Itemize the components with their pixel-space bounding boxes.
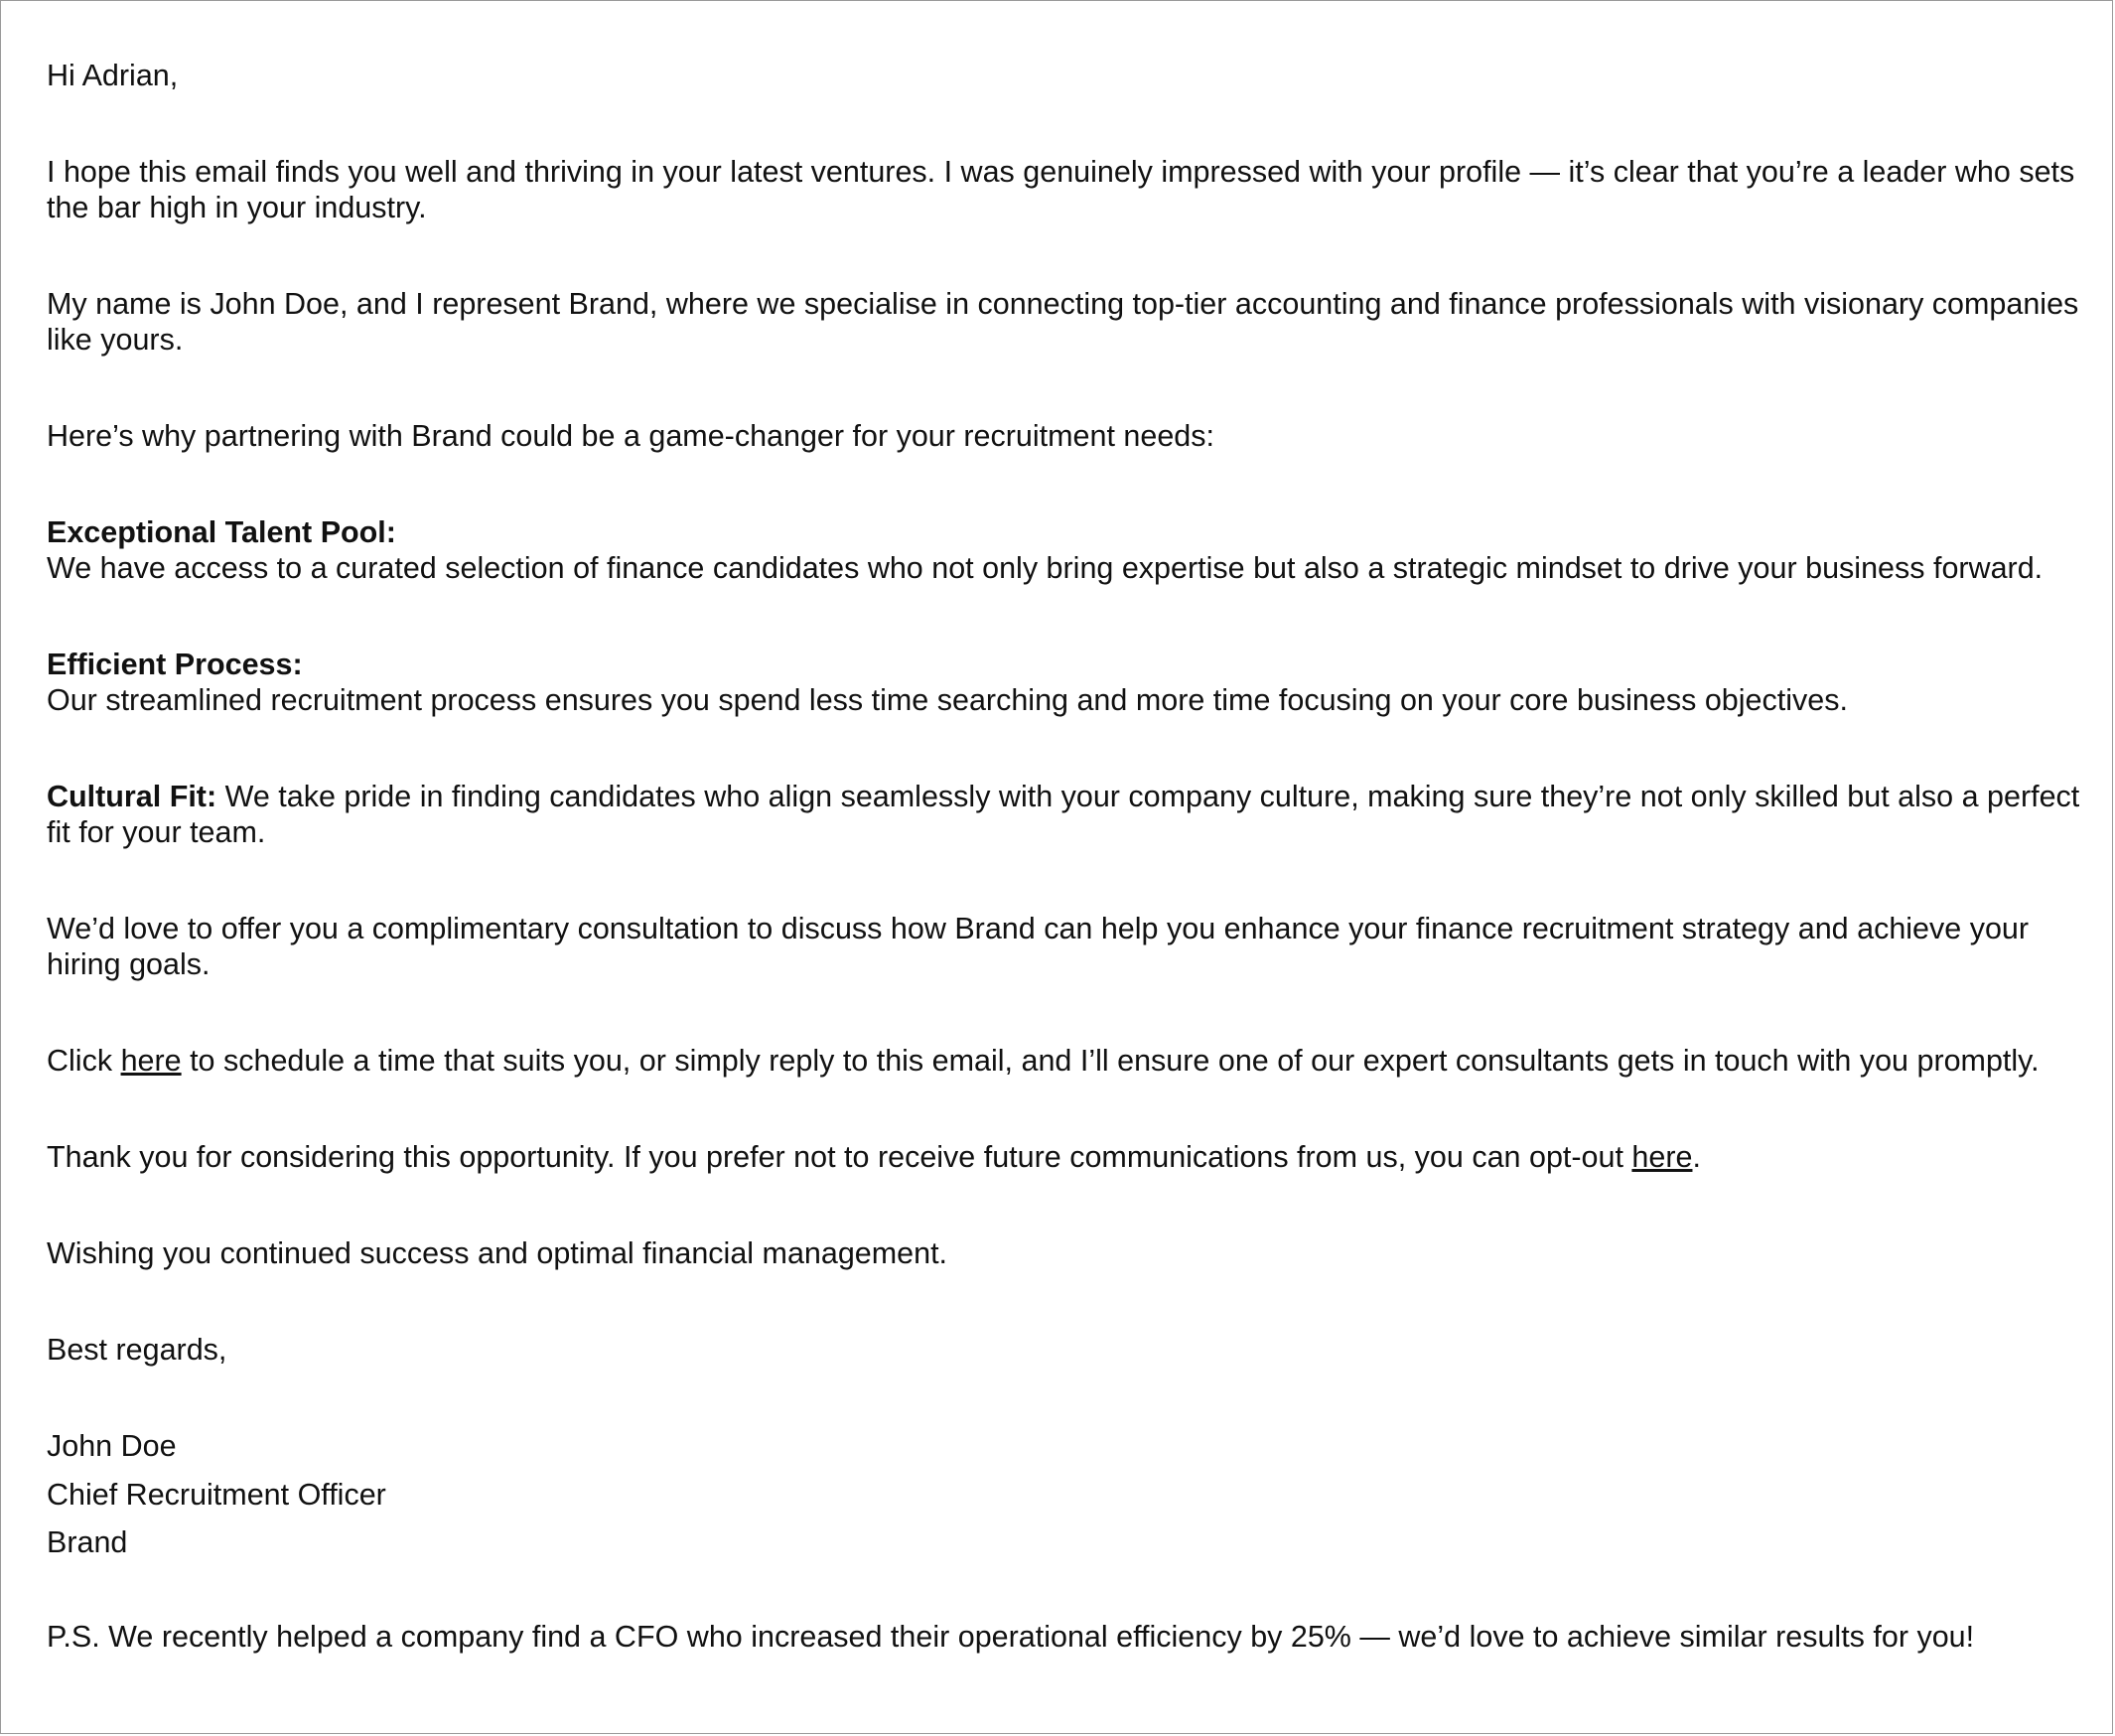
optout-text-after: . — [1692, 1140, 1701, 1174]
benefit-text: We take pride in finding candidates who align seamlessly with your company culture, making sure they’re not only skilled but also a perfect fit for your team. — [47, 780, 2080, 849]
greeting: Hi Adrian, — [47, 59, 179, 92]
signature-name: John Doe — [47, 1429, 177, 1463]
about-paragraph: My name is John Doe, and I represent Brand, where we specialise in connecting top-tier accounting and finance professionals with visionary companies like yours. — [47, 287, 2079, 357]
benefit-heading: Efficient Process: — [47, 648, 303, 681]
schedule-link[interactable]: here — [120, 1044, 182, 1078]
benefit-talent-pool — [47, 514, 2092, 586]
benefit-efficient-process — [47, 647, 2092, 718]
optout-paragraph — [47, 1139, 2092, 1175]
offer-paragraph: We’d love to offer you a complimentary consultation to discuss how Brand can help you enhance your finance recruitment strategy and achieve your hiring goals. — [47, 912, 2030, 981]
closing: Best regards, — [47, 1333, 227, 1367]
benefit-heading: Cultural Fit: — [47, 780, 217, 813]
optout-text-before: Thank you for considering this opportunity. If you prefer not to receive future communications from us, you can opt-out — [47, 1140, 1632, 1174]
benefit-heading: Exceptional Talent Pool: — [47, 515, 396, 549]
email-body — [47, 58, 2092, 1715]
benefit-text: We have access to a curated selection of finance candidates who not only bring expertise but also a strategic mindset to drive your business forward. — [47, 551, 2044, 585]
benefit-text: Our streamlined recruitment process ensures you spend less time searching and more time focusing on your core business objectives. — [47, 683, 1848, 717]
cta-text-after: to schedule a time that suits you, or simply reply to this email, and I’ll ensure one of our expert consultants gets in touch with you promptly. — [181, 1044, 2040, 1078]
cta-text-before: Click — [47, 1044, 121, 1078]
signature-company: Brand — [47, 1525, 128, 1559]
cta-paragraph — [47, 1043, 2092, 1079]
postscript: P.S. We recently helped a company find a CFO who increased their operational efficiency by 25% — we’d love to achieve similar results for you! — [47, 1619, 1975, 1654]
why-paragraph: Here’s why partnering with Brand could be a game-changer for your recruitment needs: — [47, 419, 1214, 453]
signature-title: Chief Recruitment Officer — [47, 1477, 386, 1512]
benefit-cultural-fit — [47, 779, 2092, 850]
optout-link[interactable]: here — [1631, 1140, 1693, 1174]
signature-block — [47, 1422, 2092, 1567]
wish-paragraph: Wishing you continued success and optimal financial management. — [47, 1236, 948, 1270]
intro-paragraph: I hope this email finds you well and thriving in your latest ventures. I was genuinely impressed with your profile — it’s clear that you’re a leader who sets the bar high in your industry. — [47, 155, 2075, 224]
